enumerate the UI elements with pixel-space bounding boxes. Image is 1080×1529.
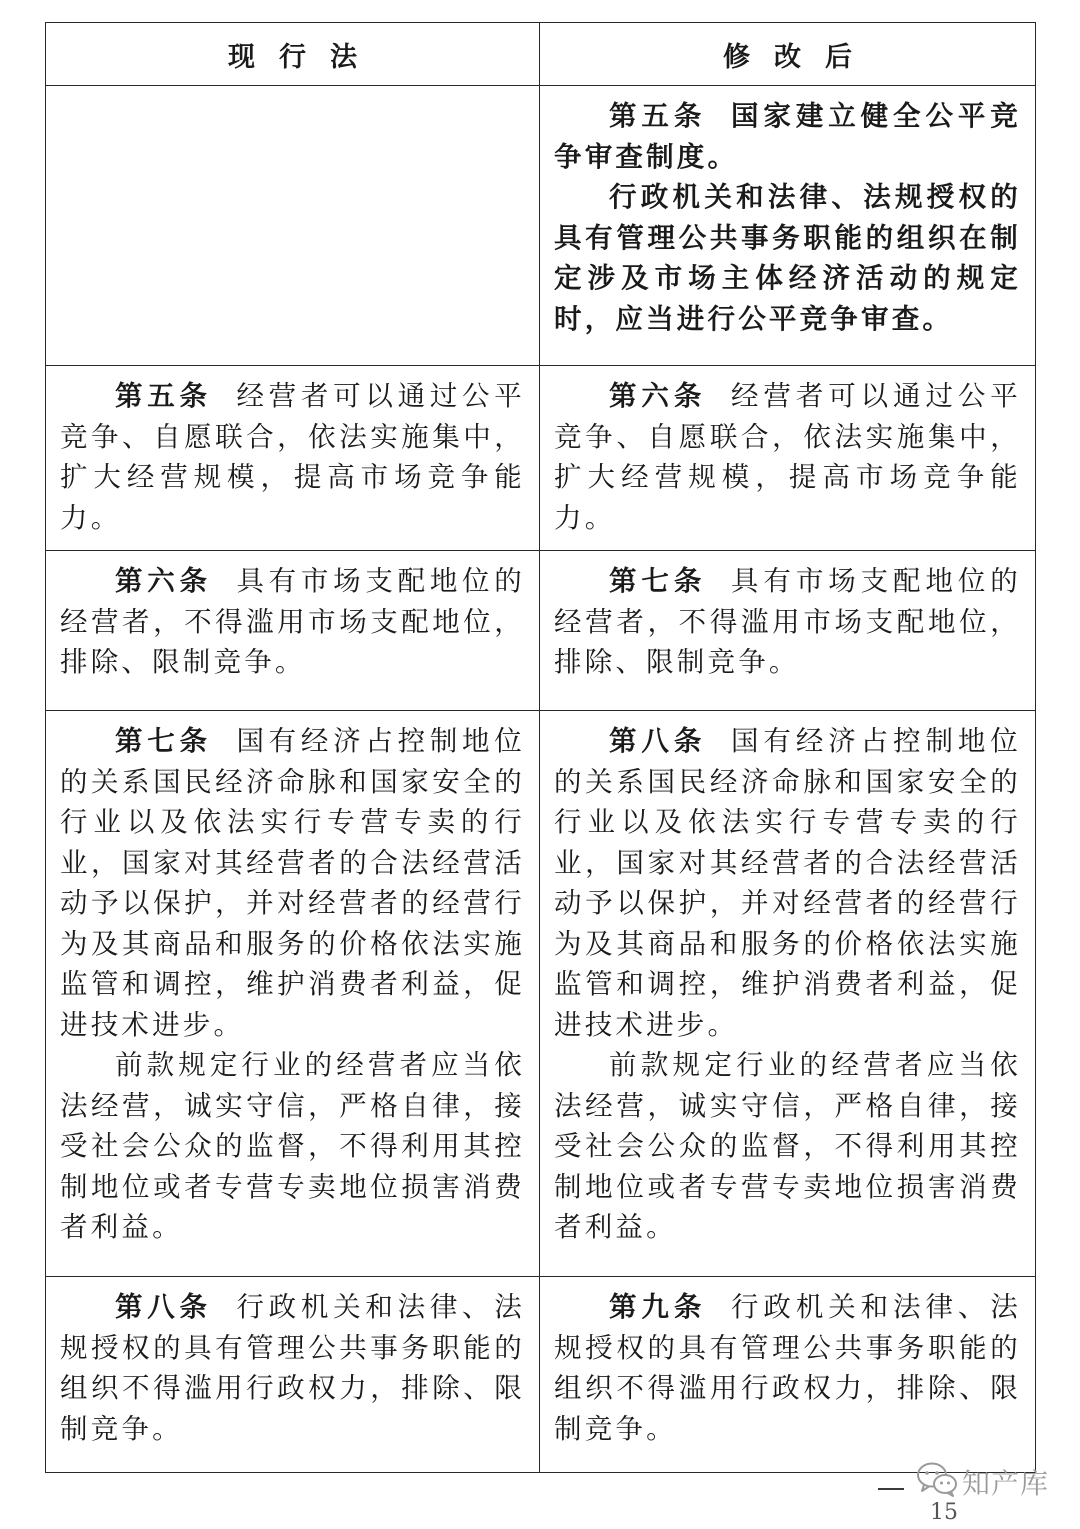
header-revised-law: 修改后 (540, 23, 1036, 86)
article-text: 具有市场支配地位的经营者，不得滥用市场支配地位，排除、限制竞争。 (554, 565, 1021, 678)
revised-law-cell (540, 551, 1036, 711)
article-paragraph (60, 721, 525, 1045)
table-header-row (46, 23, 1036, 86)
current-law-cell (46, 1277, 540, 1473)
revised-law-cell (540, 1277, 1036, 1473)
watermark-brand-name: 知产库 (962, 1467, 1050, 1500)
current-law-cell (46, 86, 540, 366)
article-number: 第五条 (609, 100, 707, 132)
article-number: 第七条 (115, 725, 212, 757)
article-paragraph (60, 1045, 525, 1248)
revised-law-cell (540, 86, 1036, 366)
article-text: 经营者可以通过公平竞争、自愿联合，依法实施集中，扩大经营规模，提高市场竞争能力。 (60, 380, 525, 534)
footer-rule (878, 1488, 904, 1490)
article-number: 第九条 (609, 1291, 707, 1323)
comparison-table (45, 22, 1036, 1473)
current-law-cell (46, 366, 540, 551)
current-law-cell (46, 711, 540, 1277)
article-text: 经营者可以通过公平竞争、自愿联合，依法实施集中，扩大经营规模，提高市场竞争能力。 (554, 380, 1021, 534)
article-paragraph (60, 561, 525, 683)
article-text: 前款规定行业的经营者应当依法经营，诚实守信，严格自律，接受社会公众的监督，不得利用其控制地位或者专营专卖地位损害消费者利益。 (554, 1049, 1021, 1243)
article-text: 国家建立健全公平竞争审查制度。 (554, 100, 1021, 173)
table-row (46, 551, 1036, 711)
article-text: 行政机关和法律、法规授权的具有管理公共事务职能的组织在制定涉及市场主体经济活动的规定时，应当进行公平竞争审查。 (554, 181, 1021, 335)
article-paragraph (554, 1287, 1021, 1449)
article-paragraph (554, 1045, 1021, 1248)
article-number: 第七条 (609, 565, 707, 597)
article-text: 国有经济占控制地位的关系国民经济命脉和国家安全的行业以及依法实行专营专卖的行业，国家对其经营者的合法经营活动予以保护，并对经营者的经营行为及其商品和服务的价格依法实施监管和调控，维护消费者利益，促进技术进步。 (60, 725, 525, 1041)
article-number: 第八条 (609, 725, 707, 757)
page-footer (0, 1460, 1080, 1529)
article-text: 行政机关和法律、法规授权的具有管理公共事务职能的组织不得滥用行政权力，排除、限制竞争。 (60, 1291, 525, 1445)
revised-law-cell (540, 711, 1036, 1277)
header-current-law: 现行法 (46, 23, 540, 86)
table-row (46, 711, 1036, 1277)
article-paragraph (554, 177, 1021, 339)
article-paragraph (554, 721, 1021, 1045)
table-row (46, 1277, 1036, 1473)
page-number: 15 (930, 1500, 958, 1525)
article-paragraph (554, 96, 1021, 177)
article-text: 国有经济占控制地位的关系国民经济命脉和国家安全的行业以及依法实行专营专卖的行业，国家对其经营者的合法经营活动予以保护，并对经营者的经营行为及其商品和服务的价格依法实施监管和调控，维护消费者利益，促进技术进步。 (554, 725, 1021, 1041)
article-number: 第八条 (115, 1291, 212, 1323)
table-row (46, 366, 1036, 551)
article-paragraph (60, 1287, 525, 1449)
article-text: 行政机关和法律、法规授权的具有管理公共事务职能的组织不得滥用行政权力，排除、限制竞争。 (554, 1291, 1021, 1445)
article-text: 前款规定行业的经营者应当依法经营，诚实守信，严格自律，接受社会公众的监督，不得利用其控制地位或者专营专卖地位损害消费者利益。 (60, 1049, 525, 1243)
article-number: 第五条 (115, 380, 212, 412)
article-paragraph (554, 376, 1021, 538)
wechat-icon (915, 1460, 959, 1498)
article-number: 第六条 (115, 565, 212, 597)
article-paragraph (60, 376, 525, 538)
revised-law-cell (540, 366, 1036, 551)
article-paragraph (554, 561, 1021, 683)
article-text: 具有市场支配地位的经营者，不得滥用市场支配地位，排除、限制竞争。 (60, 565, 525, 678)
table-row (46, 86, 1036, 366)
article-number: 第六条 (609, 380, 707, 412)
current-law-cell (46, 551, 540, 711)
